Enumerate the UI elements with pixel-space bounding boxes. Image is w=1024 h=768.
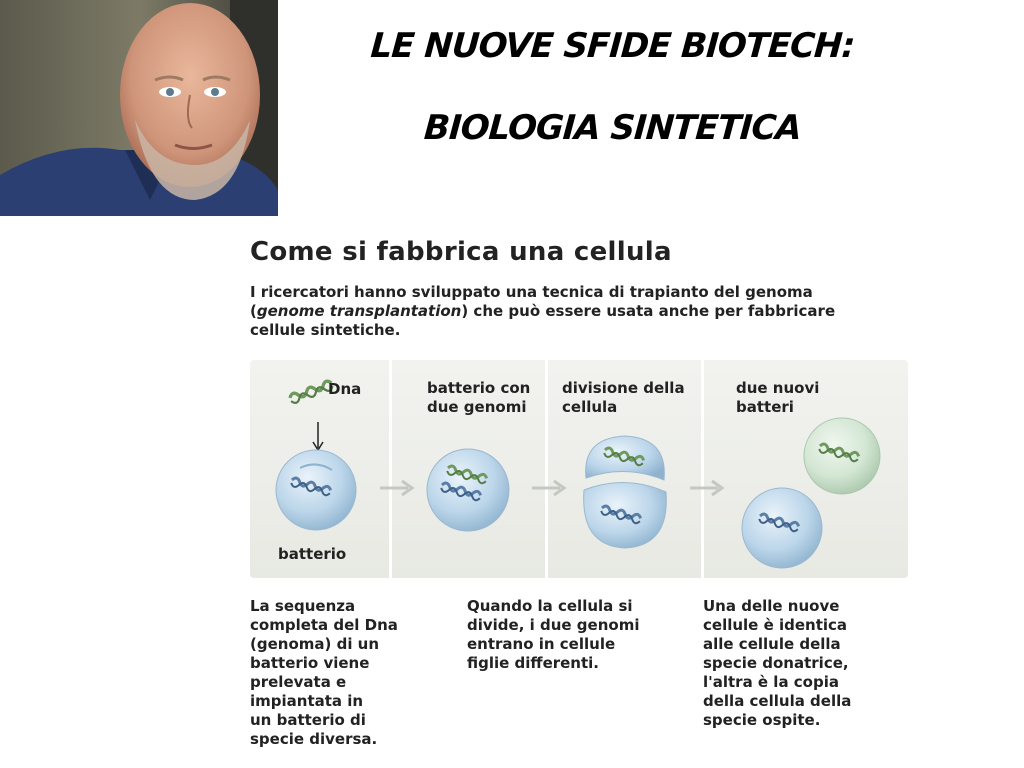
flow-arrow — [690, 481, 722, 495]
label-due-nuovi-batteri: due nuovi batteri — [736, 379, 820, 416]
caption-step-3: Una delle nuove cellule è identica alle cellule della specie donatrice, l'altra è la copia della cellula della specie ospite. — [703, 597, 852, 729]
portrait-photo — [0, 0, 278, 216]
slide-title-line-1: LE NUOVE SFIDE BIOTECH: — [369, 26, 856, 66]
label-dna: Dna — [328, 380, 362, 398]
portrait-illustration — [0, 0, 278, 216]
caption-step-2: Quando la cellula si divide, i due genomi entrano in cellule figlie differenti. — [467, 597, 640, 672]
cell-two-genomes — [427, 449, 509, 531]
intro-text-end: ) che può essere usata anche per fabbricare cellule sintetiche. — [250, 302, 836, 339]
cell-new-blue — [742, 488, 822, 568]
dividing-cell-top — [586, 436, 665, 480]
figure-intro — [250, 283, 890, 340]
figure-heading: Come si fabbrica una cellula — [250, 237, 672, 267]
caption-step-1: La sequenza completa del Dna (genoma) di un batterio viene prelevata e impiantata in un batterio di specie diversa. — [250, 597, 398, 748]
label-batterio-due-genomi: batterio con due genomi — [427, 379, 531, 416]
intro-text-italic: genome transplantation — [256, 302, 462, 320]
flow-arrow — [380, 481, 412, 495]
intro-text-start: I ricercatori hanno sviluppato una tecnica di trapianto del genoma ( — [250, 283, 813, 320]
flow-arrow — [532, 481, 564, 495]
label-divisione-cellula: divisione della cellula — [562, 379, 685, 416]
label-batterio: batterio — [278, 545, 347, 563]
step-1-dna — [289, 380, 334, 404]
slide-title-line-2: BIOLOGIA SINTETICA — [422, 108, 803, 148]
